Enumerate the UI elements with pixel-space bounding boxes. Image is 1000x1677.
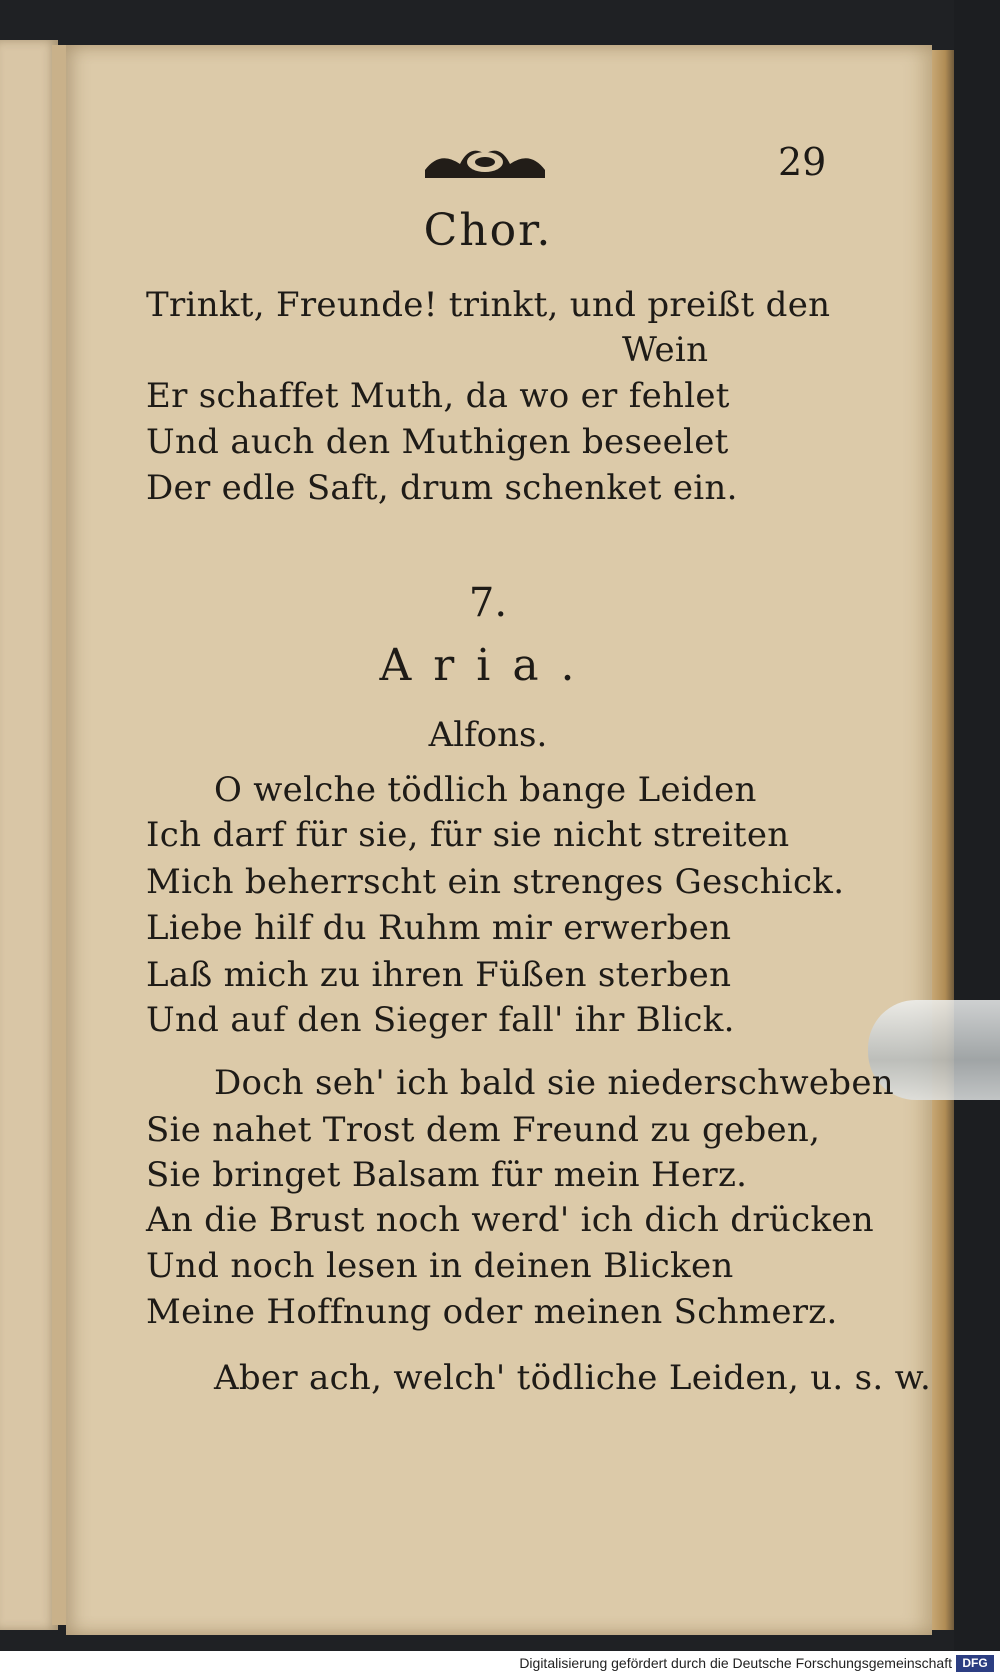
- left-page: [0, 40, 58, 1630]
- ornament-icon: [420, 140, 550, 184]
- page-number: 29: [778, 140, 827, 184]
- speaker-name: Alfons.: [428, 715, 548, 755]
- page-stack-edge: [932, 50, 954, 1630]
- dfg-logo: DFG: [956, 1655, 994, 1672]
- aria-line: Laß mich zu ihren Füßen sterben: [146, 955, 732, 995]
- aria-line: O welche tödlich bange Leiden: [214, 770, 757, 810]
- aria-line: Liebe hilf du Ruhm mir erwerben: [146, 908, 732, 948]
- aria-line: Sie nahet Trost dem Freund zu geben,: [146, 1110, 821, 1150]
- aria-line: An die Brust noch werd' ich dich drücken: [146, 1200, 874, 1240]
- aria-refrain: Aber ach, welch' tödliche Leiden, u. s. w.: [214, 1358, 932, 1398]
- aria-line: Und noch lesen in deinen Blicken: [146, 1246, 734, 1286]
- aria-line: Sie bringet Balsam für mein Herz.: [146, 1155, 748, 1195]
- left-page-edge: [52, 45, 66, 1625]
- footer-bar: [0, 1651, 1000, 1677]
- aria-number: 7.: [468, 580, 508, 626]
- chor-line: Trinkt, Freunde! trinkt, und preißt den: [146, 285, 831, 325]
- footer-credit: Digitalisierung gefördert durch die Deutsche Forschungsgemeinschaft: [519, 1655, 952, 1671]
- chor-line: Wein: [622, 330, 709, 370]
- aria-line: Ich darf für sie, für sie nicht streiten: [146, 815, 790, 855]
- chor-title: Chor.: [423, 205, 553, 256]
- aria-line: Mich beherrscht ein strenges Geschick.: [146, 862, 845, 902]
- chor-line: Er schaffet Muth, da wo er fehlet: [146, 376, 730, 416]
- aria-line: Meine Hoffnung oder meinen Schmerz.: [146, 1292, 838, 1332]
- aria-line: Doch seh' ich bald sie niederschweben: [214, 1063, 894, 1103]
- aria-title: Aria.: [379, 640, 597, 691]
- chor-line: Der edle Saft, drum schenket ein.: [146, 468, 738, 508]
- aria-line: Und auf den Sieger fall' ihr Blick.: [146, 1000, 735, 1040]
- chor-line: Und auch den Muthigen beseelet: [146, 422, 729, 462]
- background-right: [954, 0, 1000, 1677]
